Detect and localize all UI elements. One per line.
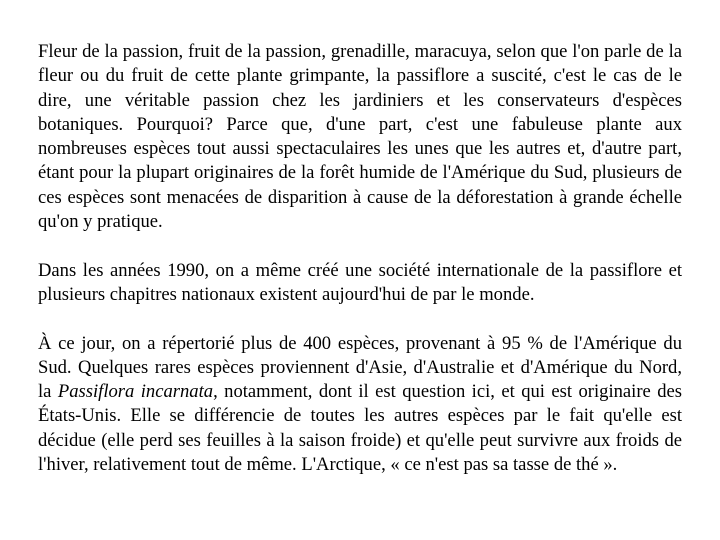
- document-body: [38, 40, 682, 477]
- species-text-before: À ce jour, on a répertorié plus de 400 espèces, provenant à 95 % de l'Amérique du Sud. Quelques rares espèces proviennent d'Asie, d'Australie et d'Amérique du Nord, la: [38, 332, 682, 403]
- paragraph-intro: Fleur de la passion, fruit de la passion, grenadille, maracuya, selon que l'on parle de la fleur ou du fruit de cette plante grimpante, la passiflore a suscité, c'est le cas de le dire, une véritable passion chez les jardiniers et les conservateurs d'espèces botaniques. Pourquoi? Parce que, d'une part, c'est une fabuleuse plante aux nombreuses espèces tout aussi spectaculaires les unes que les autres et, d'autre part, étant pour la plupart originaires de la forêt humide de l'Amérique du Sud, plusieurs de ces espèces sont menacées de disparition à cause de la déforestation à grande échelle qu'on y pratique.: [38, 41, 682, 233]
- species-scientific-name: Passiflora incarnata: [57, 381, 214, 403]
- species-text-after: , notamment, dont il est question ici, et qui est originaire des États-Unis. Elle se différencie de toutes les autres espèces par le fait qu'elle est décidue (elle perd ses feuilles à la saison froide) et qu'elle peut survivre aux froids de l'hiver, relativement tout de même. L'Arctique, « ce n'est pas sa tasse de thé ».: [38, 381, 682, 476]
- paragraph-society: Dans les années 1990, on a même créé une société internationale de la passiflore et plusieurs chapitres nationaux existent aujourd'hui de par le monde.: [38, 259, 682, 305]
- paragraph-species: [38, 332, 682, 478]
